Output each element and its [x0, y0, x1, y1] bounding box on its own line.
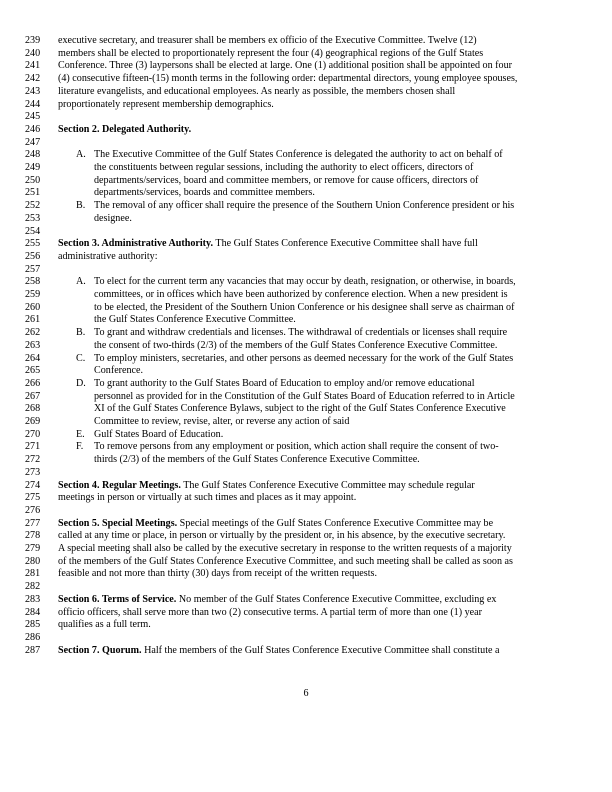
- line-text: To employ ministers, secretaries, and other persons as deemed necessary for the work of the Gulf States: [94, 352, 514, 364]
- line-text: thirds (2/3) of the members of the Gulf States Conference Executive Committee.: [94, 454, 420, 466]
- line-text: of the members of the Gulf States Conference Executive Committee, and such meeting shall be called as soon as: [58, 555, 513, 567]
- line-number: 282: [25, 581, 41, 593]
- line-number: 285: [25, 619, 41, 631]
- document-line: [0, 199, 612, 212]
- line-text: members shall be elected to proportionately represent the four (4) geographical regions of the Gulf States: [58, 47, 484, 59]
- document-line: [0, 453, 612, 466]
- document-line: [0, 237, 612, 250]
- line-number: 269: [25, 416, 41, 427]
- document-line: [0, 593, 612, 606]
- line-text: To elect for the current term any vacancies that may occur by death, resignation, or otherwise, in boards,: [94, 276, 516, 288]
- list-marker: D.: [76, 377, 86, 389]
- line-number: 258: [25, 276, 41, 288]
- line-number: 276: [25, 504, 41, 516]
- list-marker: B.: [76, 327, 86, 339]
- line-text: XI of the Gulf States Conference Bylaws, subject to the right of the Gulf States Conference Executive: [94, 403, 506, 415]
- section-heading: Section 7. Quorum.: [58, 644, 142, 656]
- document-line: [0, 186, 612, 199]
- document-line: [0, 148, 612, 161]
- line-number: 257: [25, 263, 41, 275]
- line-number: 260: [25, 301, 41, 313]
- line-number: 246: [25, 123, 41, 135]
- document-line: [0, 85, 612, 98]
- line-text: departments/services, boards and committee members.: [94, 187, 315, 199]
- document-line: [0, 72, 612, 85]
- document-line: [0, 174, 612, 187]
- line-text: to be elected, the President of the Southern Union Conference or his designee shall serve as chairman of: [94, 301, 515, 313]
- line-number: 250: [25, 174, 41, 186]
- section-heading: Section 6. Terms of Service.: [58, 593, 177, 605]
- document-line: [0, 339, 612, 352]
- document-line: [0, 466, 612, 479]
- document-line: [0, 47, 612, 60]
- line-number: 283: [25, 593, 41, 605]
- line-number: 287: [25, 644, 41, 656]
- line-text: A special meeting shall also be called by the executive secretary in response to the written requests of a majority: [58, 543, 512, 554]
- line-number: 273: [25, 466, 41, 478]
- line-number: 244: [25, 98, 41, 110]
- document-line: [0, 428, 612, 441]
- line-text: designee.: [94, 212, 132, 224]
- document-line: [0, 326, 612, 339]
- document-line: [0, 288, 612, 301]
- line-text: Committee to review, revise, alter, or reverse any action of said: [94, 416, 350, 427]
- line-number: 278: [25, 530, 41, 542]
- line-number: 241: [25, 60, 41, 72]
- line-number: 262: [25, 327, 41, 339]
- document-line: [0, 263, 612, 276]
- document-line: [0, 377, 612, 390]
- document-line: [0, 123, 612, 136]
- line-text: Section 4. Regular Meetings. The Gulf States Conference Executive Committee may schedule regular: [58, 479, 475, 491]
- document-line: [0, 491, 612, 504]
- line-number: 251: [25, 187, 41, 199]
- line-number: 264: [25, 352, 41, 364]
- document-line: [0, 275, 612, 288]
- line-number: 255: [25, 238, 41, 250]
- document-line: [0, 390, 612, 403]
- page-number: 6: [303, 688, 309, 699]
- document-line: [0, 606, 612, 619]
- line-text: To grant authority to the Gulf States Board of Education to employ and/or remove educational: [94, 377, 475, 389]
- line-text: personnel as provided for in the Constitution of the Gulf States Board of Education referred to in Article: [94, 390, 515, 402]
- document-line: [0, 542, 612, 555]
- list-marker: A.: [76, 276, 86, 288]
- line-text: To remove persons from any employment or position, which action shall require the consent of two-: [94, 441, 499, 453]
- line-number: 254: [25, 225, 41, 237]
- line-number: 270: [25, 428, 41, 440]
- line-text: called at any time or place, in person or virtually by the president or, in his absence, by the executive secretary.: [58, 530, 506, 542]
- line-number: 281: [25, 568, 41, 580]
- line-number: 256: [25, 250, 41, 262]
- document-line: [0, 440, 612, 453]
- line-text: The removal of any officer shall require the presence of the Southern Union Conference president or his: [94, 200, 515, 212]
- line-text: [58, 123, 191, 136]
- line-number: 284: [25, 606, 41, 618]
- line-text: the constituents between regular sessions, including the authority to elect officers, directors of: [94, 162, 474, 173]
- line-number: 265: [25, 365, 41, 377]
- document-line: [0, 580, 612, 593]
- document-line: [0, 98, 612, 111]
- line-number: 248: [25, 149, 41, 161]
- document-line: [0, 364, 612, 377]
- document-line: [0, 504, 612, 517]
- document-line: [0, 402, 612, 415]
- line-text: administrative authority:: [58, 250, 158, 262]
- line-text: feasible and not more than thirty (30) days from receipt of the written requests.: [58, 568, 377, 580]
- line-text: (4) consecutive fifteen-(15) month terms in the following order: departmental directors, young employee spouses,: [58, 73, 518, 85]
- list-marker: B.: [76, 200, 86, 212]
- section-heading: Section 3. Administrative Authority.: [58, 238, 214, 250]
- line-text: meetings in person or virtually at such times and places as it may appoint.: [58, 492, 357, 504]
- line-number: 272: [25, 454, 41, 466]
- list-marker: A.: [76, 149, 86, 161]
- document-line: [0, 644, 612, 657]
- document-line: [0, 301, 612, 314]
- line-text: the consent of two-thirds (2/3) of the members of the Gulf States Conference Executive Committee.: [94, 339, 498, 351]
- document-line: [0, 161, 612, 174]
- line-text: proportionately represent membership demographics.: [58, 98, 274, 110]
- list-marker: E.: [76, 428, 85, 440]
- document-line: [0, 212, 612, 225]
- line-number: 243: [25, 85, 41, 97]
- line-number: 268: [25, 403, 41, 415]
- line-text: Conference. Three (3) laypersons shall be elected at large. One (1) additional position shall be appointed on four: [58, 60, 512, 72]
- line-text: executive secretary, and treasurer shall be members ex officio of the Executive Committee. Twelve (12): [58, 35, 477, 46]
- line-text: Section 6. Terms of Service. No member of the Gulf States Conference Executive Committee, excluding ex: [58, 593, 497, 605]
- document-line: [0, 225, 612, 238]
- document-line: [0, 110, 612, 123]
- line-number: 261: [25, 314, 41, 326]
- line-text: To grant and withdraw credentials and licenses. The withdrawal of credentials or licenses shall require: [94, 327, 508, 339]
- line-text: the Gulf States Conference Executive Committee.: [94, 314, 296, 326]
- line-text: qualifies as a full term.: [58, 619, 151, 631]
- line-number: 271: [25, 441, 41, 453]
- section-heading: Section 4. Regular Meetings.: [58, 479, 181, 491]
- document-line: [0, 313, 612, 326]
- line-number: 277: [25, 517, 41, 529]
- line-number: 263: [25, 339, 41, 351]
- section-heading: Section 5. Special Meetings.: [58, 517, 178, 529]
- line-number: 245: [25, 111, 41, 123]
- line-number: 275: [25, 492, 41, 504]
- line-number: 240: [25, 47, 41, 59]
- document-line: [0, 618, 612, 631]
- line-text: departments/services, board and committee members, or remove for cause officers, directors of: [94, 174, 479, 186]
- line-text: The Executive Committee of the Gulf States Conference is delegated the authority to act on behalf of: [94, 149, 503, 161]
- line-number: 259: [25, 289, 41, 300]
- document-line: [0, 415, 612, 428]
- document-line: [0, 59, 612, 72]
- document-line: [0, 352, 612, 365]
- section-heading: Section 2. Delegated Authority.: [58, 123, 192, 135]
- document-line: [0, 529, 612, 542]
- line-number: 247: [25, 136, 41, 148]
- line-number: 252: [25, 200, 41, 212]
- line-text: Conference.: [94, 365, 144, 377]
- line-number: 274: [25, 479, 41, 491]
- document-line: [0, 34, 612, 47]
- line-number: 249: [25, 162, 41, 173]
- list-marker: F.: [76, 441, 84, 453]
- line-text: Gulf States Board of Education.: [94, 428, 224, 440]
- document-line: [0, 250, 612, 263]
- document-line: [0, 136, 612, 149]
- document-line: [0, 517, 612, 530]
- line-number: 280: [25, 555, 41, 567]
- line-text: officio officers, shall serve more than two (2) consecutive terms. A partial term of more than one (1) year: [58, 606, 482, 618]
- line-text: literature evangelists, and educational employees. As nearly as possible, the members chosen shall: [58, 85, 456, 97]
- line-number: 239: [25, 35, 41, 46]
- line-text: committees, or in offices which have been authorized by conference election. When a new president is: [94, 289, 508, 300]
- line-text: Section 5. Special Meetings. Special meetings of the Gulf States Conference Executive Committee may be: [58, 517, 494, 529]
- line-text: Section 3. Administrative Authority. The Gulf States Conference Executive Committee shall have full: [58, 238, 478, 250]
- document-line: [0, 567, 612, 580]
- list-marker: C.: [76, 352, 86, 364]
- line-number: 253: [25, 212, 41, 224]
- document-line: [0, 479, 612, 492]
- document-line: [0, 631, 612, 644]
- line-number: 279: [25, 543, 41, 554]
- line-number: 242: [25, 73, 41, 85]
- line-text: Section 7. Quorum. Half the members of the Gulf States Conference Executive Committee shall constitute a: [58, 644, 500, 656]
- line-number: 267: [25, 390, 41, 402]
- line-number: 266: [25, 377, 41, 389]
- line-number: 286: [25, 631, 41, 643]
- document-line: [0, 555, 612, 568]
